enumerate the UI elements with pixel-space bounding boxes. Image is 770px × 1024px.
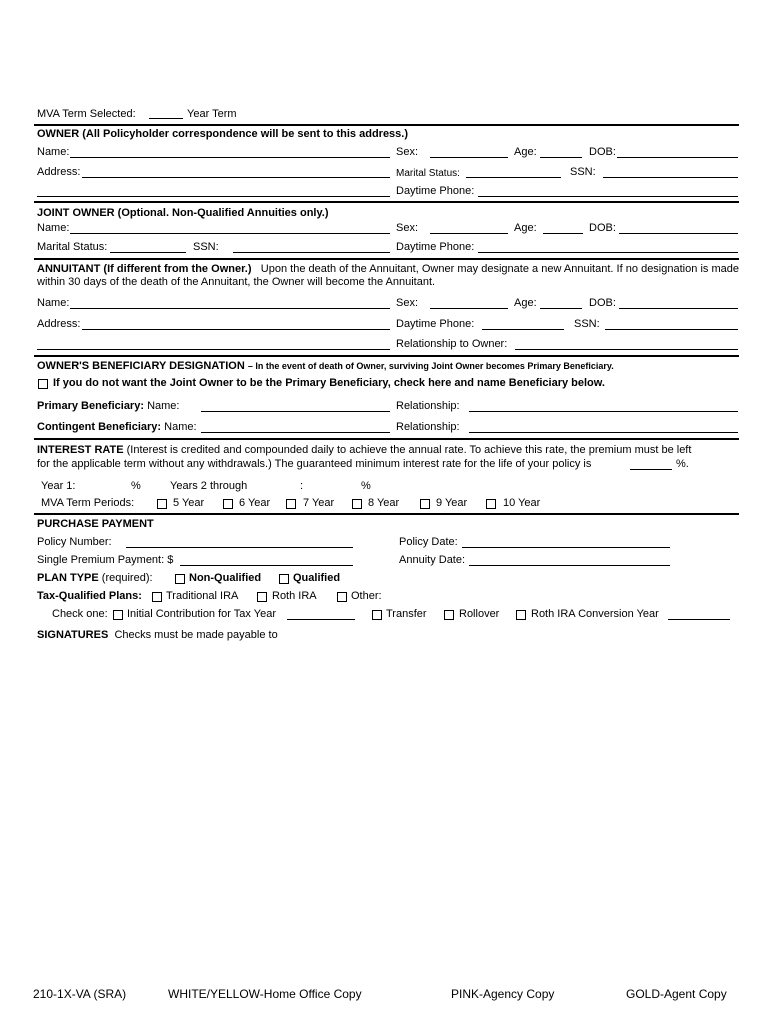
section-divider (34, 513, 739, 515)
owner-ssn-field[interactable] (603, 177, 738, 178)
signatures-text: Checks must be made payable to (114, 629, 278, 641)
joint-marital-label: Marital Status: (37, 241, 108, 253)
joint-name-label: Name: (37, 222, 70, 234)
purchase-heading: PURCHASE PAYMENT (37, 518, 154, 530)
owner-age-field[interactable] (540, 157, 582, 158)
owner-marital-label: Marital Status: (396, 168, 460, 179)
annuitant-sex-label: Sex: (396, 297, 419, 309)
contingent-beneficiary-line (37, 421, 197, 434)
interest-text-2: for the applicable term without any withdrawals.) The guaranteed minimum interest rate for the life of your policy is (37, 458, 592, 470)
owner-ssn-label: SSN: (570, 166, 596, 178)
check-one-label: Check one: (52, 608, 108, 620)
primary-beneficiary-line (37, 400, 179, 413)
qualified-checkbox[interactable] (279, 574, 289, 584)
year1-pct: % (131, 480, 141, 492)
primary-name-label: Name: (147, 400, 180, 412)
annuitant-ssn-field[interactable] (605, 329, 738, 330)
single-premium-label: Single Premium Payment: $ (37, 554, 174, 566)
policy-number-field[interactable] (126, 547, 353, 548)
policy-date-label: Policy Date: (399, 536, 458, 548)
joint-phone-label: Daytime Phone: (396, 241, 475, 253)
rollover-checkbox[interactable] (444, 610, 454, 620)
contingent-beneficiary-name-field[interactable] (201, 432, 390, 433)
joint-age-label: Age: (514, 222, 537, 234)
primary-beneficiary-label: Primary Beneficiary: (37, 400, 144, 412)
traditional-ira-label: Traditional IRA (166, 590, 239, 602)
signatures-line (37, 629, 278, 642)
joint-owner-heading: JOINT OWNER (Optional. Non-Qualified Annuities only.) (37, 207, 329, 219)
non-qualified-label: Non-Qualified (189, 572, 262, 584)
annuitant-name-label: Name: (37, 297, 70, 309)
annuitant-phone-label: Daytime Phone: (396, 318, 475, 330)
single-premium-field[interactable] (180, 565, 353, 566)
mva-term-label: MVA Term Selected: (37, 108, 136, 120)
rollover-label: Rollover (459, 608, 500, 620)
joint-phone-field[interactable] (478, 252, 738, 253)
roth-conversion-label: Roth IRA Conversion Year (531, 608, 659, 620)
contingent-relationship-field[interactable] (469, 432, 738, 433)
contingent-beneficiary-label: Contingent Beneficiary: (37, 421, 162, 433)
annuitant-dob-field[interactable] (619, 308, 738, 309)
years2-colon: : (300, 480, 304, 492)
white-yellow-copy: WHITE/YELLOW-Home Office Copy (168, 987, 362, 1001)
annuitant-ssn-label: SSN: (574, 318, 600, 330)
beneficiary-heading: OWNER'S BENEFICIARY DESIGNATION (37, 360, 245, 372)
section-divider (34, 124, 739, 126)
roth-ira-checkbox[interactable] (257, 592, 267, 602)
contingent-name-label: Name: (164, 421, 197, 433)
contingent-relationship-label: Relationship: (396, 421, 460, 433)
interest-pct: %. (676, 458, 689, 470)
annuitant-note: Upon the death of the Annuitant, Owner may designate a new Annuitant. If no designation is made within 30 days of the death of the Annuitant, the Owner will become the Annuitant. (37, 263, 739, 288)
plan-type-line (37, 572, 153, 585)
joint-sex-field[interactable] (430, 233, 508, 234)
annuitant-dob-label: DOB: (589, 297, 616, 309)
period-5-label: 5 Year (173, 497, 205, 509)
initial-contribution-label: Initial Contribution for Tax Year (127, 608, 276, 620)
transfer-checkbox[interactable] (372, 610, 382, 620)
section-divider (34, 355, 739, 357)
beneficiary-heading-note: – In the event of death of Owner, surviving Joint Owner becomes Primary Beneficiary. (247, 361, 614, 371)
policy-date-field[interactable] (462, 547, 670, 548)
policy-number-label: Policy Number: (37, 536, 112, 548)
roth-conversion-checkbox[interactable] (516, 610, 526, 620)
annuitant-age-field[interactable] (540, 308, 582, 309)
annuitant-age-label: Age: (514, 297, 537, 309)
signatures-heading: SIGNATURES (37, 629, 109, 641)
pink-copy: PINK-Agency Copy (451, 987, 555, 1001)
tax-qualified-label: Tax-Qualified Plans: (37, 590, 142, 602)
period-8-checkbox[interactable] (352, 499, 362, 509)
beneficiary-override-checkbox[interactable] (38, 379, 48, 389)
mva-term-field[interactable] (149, 118, 183, 119)
owner-phone-label: Daytime Phone: (396, 185, 475, 197)
joint-sex-label: Sex: (396, 222, 419, 234)
annuitant-name-field[interactable] (70, 308, 390, 309)
period-6-label: 6 Year (239, 497, 271, 509)
section-divider (34, 258, 739, 260)
beneficiary-heading-line (37, 360, 614, 373)
year1-label: Year 1: (41, 480, 76, 492)
joint-age-field[interactable] (543, 233, 583, 234)
years2-label: Years 2 through (170, 480, 248, 492)
annuitant-address-label: Address: (37, 318, 81, 330)
annuitant-block (37, 263, 739, 289)
mva-periods-label: MVA Term Periods: (41, 497, 135, 509)
period-7-label: 7 Year (303, 497, 335, 509)
period-8-label: 8 Year (368, 497, 400, 509)
period-10-checkbox[interactable] (486, 499, 496, 509)
period-9-label: 9 Year (436, 497, 468, 509)
owner-age-label: Age: (514, 146, 537, 158)
traditional-ira-checkbox[interactable] (152, 592, 162, 602)
annuity-date-field[interactable] (469, 565, 670, 566)
annuitant-sex-field[interactable] (430, 308, 508, 309)
period-5-checkbox[interactable] (157, 499, 167, 509)
other-checkbox[interactable] (337, 592, 347, 602)
period-9-checkbox[interactable] (420, 499, 430, 509)
primary-beneficiary-name-field[interactable] (201, 411, 390, 412)
annuitant-relationship-field[interactable] (515, 349, 738, 350)
joint-dob-field[interactable] (619, 233, 738, 234)
section-divider (34, 438, 739, 440)
qualified-label: Qualified (293, 572, 341, 584)
owner-phone-field[interactable] (478, 196, 738, 197)
annuitant-address-field[interactable] (82, 329, 390, 330)
owner-marital-field[interactable] (466, 177, 561, 178)
owner-address-label: Address: (37, 166, 81, 178)
initial-contribution-checkbox[interactable] (113, 610, 123, 620)
period-7-checkbox[interactable] (286, 499, 296, 509)
annuitant-heading: ANNUITANT (If different from the Owner.) (37, 263, 252, 275)
period-10-label: 10 Year (503, 497, 541, 509)
joint-dob-label: DOB: (589, 222, 616, 234)
years2-pct: % (361, 480, 371, 492)
owner-name-label: Name: (37, 146, 70, 158)
section-divider (34, 201, 739, 203)
joint-ssn-label: SSN: (193, 241, 219, 253)
conversion-year-field[interactable] (668, 619, 730, 620)
owner-address-field[interactable] (82, 177, 390, 178)
period-6-checkbox[interactable] (223, 499, 233, 509)
roth-ira-label: Roth IRA (272, 590, 317, 602)
plan-type-label: PLAN TYPE (37, 572, 99, 584)
non-qualified-checkbox[interactable] (175, 574, 185, 584)
owner-sex-field[interactable] (430, 157, 508, 158)
owner-name-field[interactable] (70, 157, 390, 158)
owner-address-line-2[interactable] (37, 196, 390, 197)
annuity-date-label: Annuity Date: (399, 554, 466, 566)
joint-ssn-field[interactable] (233, 252, 390, 253)
primary-relationship-field[interactable] (469, 411, 738, 412)
owner-sex-label: Sex: (396, 146, 419, 158)
tax-year-field[interactable] (287, 619, 355, 620)
joint-name-field[interactable] (70, 233, 390, 234)
annuitant-relationship-label: Relationship to Owner: (396, 338, 508, 350)
joint-marital-field[interactable] (110, 252, 186, 253)
transfer-label: Transfer (386, 608, 427, 620)
form-id: 210-1X-VA (SRA) (33, 987, 127, 1001)
gold-copy: GOLD-Agent Copy (626, 987, 727, 1001)
interest-text-1: (Interest is credited and compounded daily to achieve the annual rate. To achieve this rate, the premium must be left (126, 444, 692, 456)
interest-heading: INTEREST RATE (37, 444, 124, 456)
owner-dob-label: DOB: (589, 146, 616, 158)
primary-relationship-label: Relationship: (396, 400, 460, 412)
annuitant-phone-field[interactable] (482, 329, 564, 330)
other-label: Other: (351, 590, 382, 602)
mva-term-suffix: Year Term (187, 108, 237, 120)
interest-line-1 (37, 444, 691, 457)
beneficiary-override-text: If you do not want the Joint Owner to be the Primary Beneficiary, check here and name Beneficiary below. (53, 377, 605, 389)
owner-heading: OWNER (All Policyholder correspondence will be sent to this address.) (37, 128, 409, 140)
plan-type-required: (required): (101, 572, 153, 584)
annuitant-address-line-2[interactable] (37, 349, 390, 350)
min-interest-field[interactable] (630, 469, 672, 470)
owner-dob-field[interactable] (617, 157, 738, 158)
